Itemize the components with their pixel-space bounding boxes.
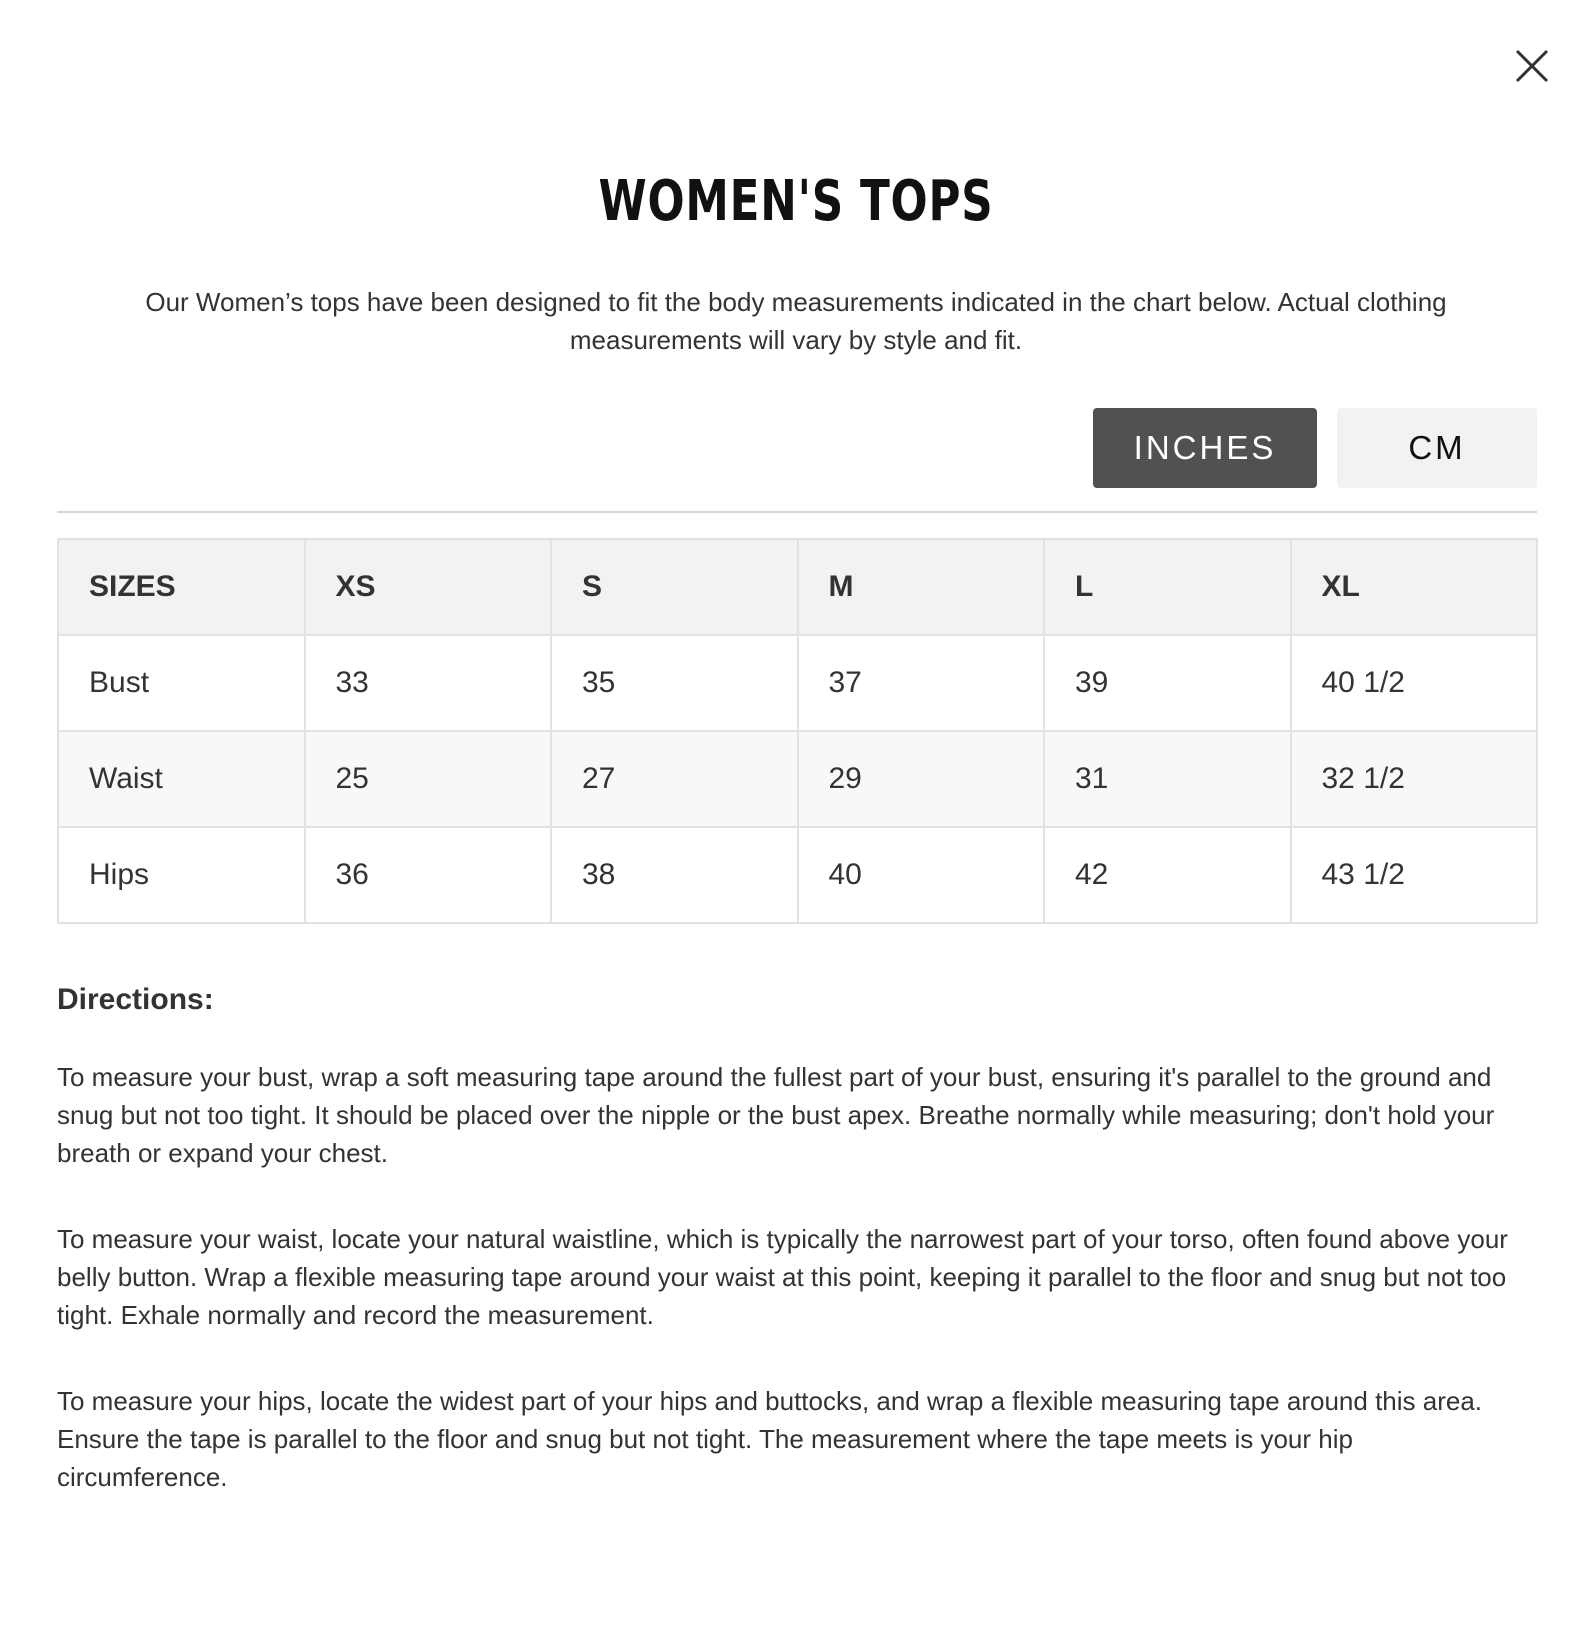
table-cell: 40	[798, 827, 1045, 923]
header-s: S	[551, 539, 798, 635]
table-cell: 43 1/2	[1291, 827, 1538, 923]
unit-toggle	[1093, 408, 1537, 488]
header-xl: XL	[1291, 539, 1538, 635]
inches-button[interactable]: INCHES	[1093, 408, 1317, 488]
table-cell: 37	[798, 635, 1045, 731]
header-sizes: SIZES	[58, 539, 305, 635]
size-chart-table	[57, 538, 1538, 924]
table-cell: 27	[551, 731, 798, 827]
table-cell: 25	[305, 731, 552, 827]
table-cell: 32 1/2	[1291, 731, 1538, 827]
table-cell: 31	[1044, 731, 1291, 827]
table-cell: 40 1/2	[1291, 635, 1538, 731]
page-title: WOMEN'S TOPS	[598, 169, 994, 234]
intro-text: Our Women’s tops have been designed to fit the body measurements indicated in the chart below. Actual clothing measurements will vary by style and fit.	[145, 287, 1447, 355]
table-header-row	[58, 539, 1537, 635]
table-cell: 42	[1044, 827, 1291, 923]
table-cell: 29	[798, 731, 1045, 827]
table-row	[58, 827, 1537, 923]
row-label-bust: Bust	[58, 635, 305, 731]
divider	[57, 511, 1537, 513]
header-xs: XS	[305, 539, 552, 635]
table-row	[58, 635, 1537, 731]
row-label-waist: Waist	[58, 731, 305, 827]
table-row	[58, 731, 1537, 827]
header-l: L	[1044, 539, 1291, 635]
header-m: M	[798, 539, 1045, 635]
hips-directions: To measure your hips, locate the widest part of your hips and buttocks, and wrap a flexible measuring tape around this area. Ensure the tape is parallel to the floor and snug but not tight. The measurement where the tape meets is your hip circumference.	[57, 1386, 1483, 1492]
close-button[interactable]	[1508, 42, 1556, 90]
cm-button[interactable]: CM	[1337, 408, 1537, 488]
close-icon	[1515, 49, 1549, 83]
table-cell: 35	[551, 635, 798, 731]
table-cell: 39	[1044, 635, 1291, 731]
bust-directions: To measure your bust, wrap a soft measuring tape around the fullest part of your bust, ensuring it's parallel to the ground and snug but not too tight. It should be placed over the nipple or the bust apex. Breathe normally while measuring; don't hold your breath or expand your chest.	[57, 1062, 1495, 1168]
row-label-hips: Hips	[58, 827, 305, 923]
table-cell: 36	[305, 827, 552, 923]
table-cell: 33	[305, 635, 552, 731]
directions-heading: Directions:	[57, 983, 214, 1016]
waist-directions: To measure your waist, locate your natural waistline, which is typically the narrowest part of your torso, often found above your belly button. Wrap a flexible measuring tape around your waist at this point, keeping it parallel to the floor and snug but not too tight. Exhale normally and record the measurement.	[57, 1224, 1508, 1330]
table-cell: 38	[551, 827, 798, 923]
